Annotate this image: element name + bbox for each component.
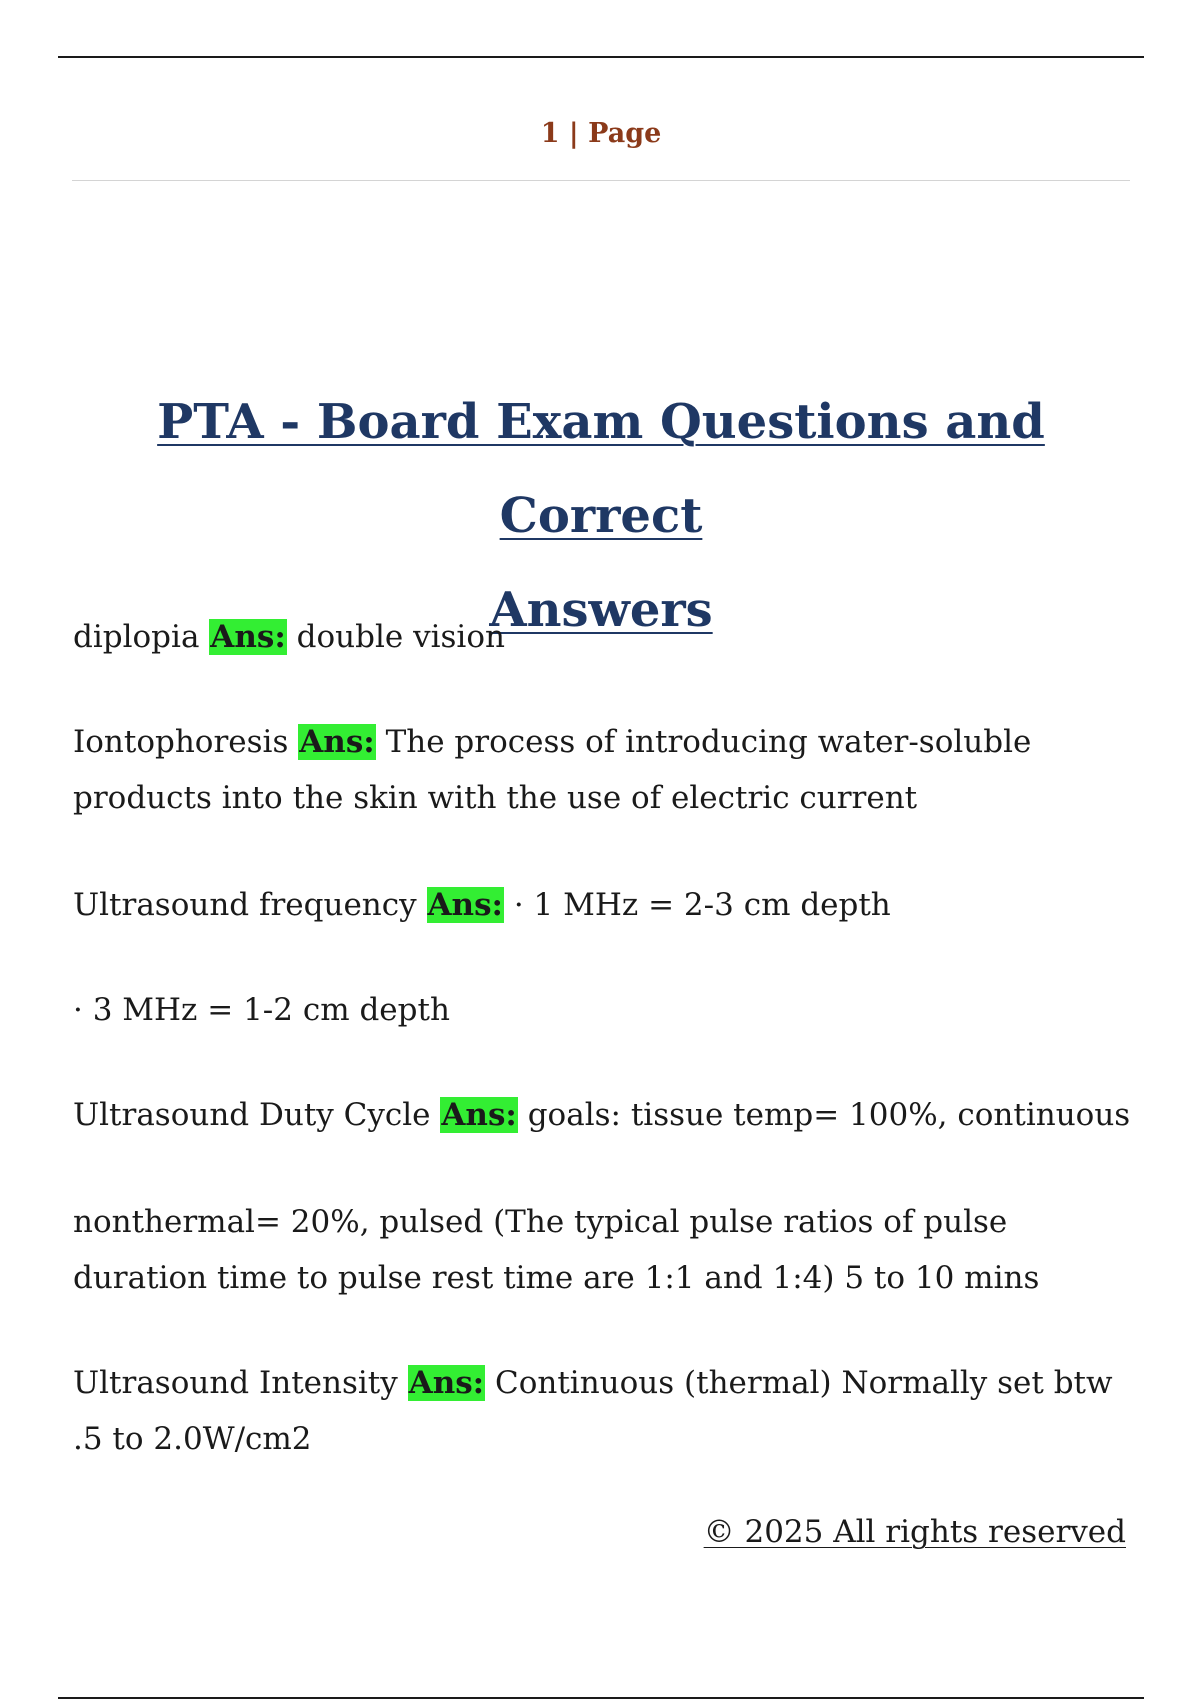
- entry-answer: The process of introducing water-soluble products into the skin with the use of electric current: [73, 724, 1032, 816]
- header-divider: [72, 180, 1130, 181]
- entry-answer: · 1 MHz = 2-3 cm depth: [504, 887, 891, 923]
- qa-entry-diplopia: [73, 609, 1138, 665]
- title-line-2: Answers: [489, 582, 713, 638]
- entry-answer: goals: tissue temp= 100%, continuous: [517, 1097, 1131, 1133]
- entry-answer: Continuous (thermal) Normally set btw .5 to 2.0W/cm2: [73, 1365, 1113, 1457]
- page-number-header: 1 | Page: [540, 118, 662, 149]
- copyright-footer: © 2025 All rights reserved: [703, 1514, 1126, 1550]
- qa-entry-ultrasound-frequency: [73, 877, 1138, 933]
- entry-term: Iontophoresis: [73, 724, 299, 760]
- ans-marker: Ans:: [299, 724, 375, 760]
- title-line-1: PTA - Board Exam Questions and Correct: [157, 394, 1045, 544]
- ans-marker: Ans:: [427, 887, 503, 923]
- entry-answer: double vision: [286, 619, 505, 655]
- ans-marker: Ans:: [210, 619, 286, 655]
- top-rule: [58, 56, 1144, 58]
- entry-term: Ultrasound frequency: [73, 887, 427, 923]
- ans-marker: Ans:: [441, 1097, 517, 1133]
- entry-term: Ultrasound Intensity: [73, 1365, 408, 1401]
- entry-term: diplopia: [73, 619, 210, 655]
- entry-term: Ultrasound Duty Cycle: [73, 1097, 441, 1133]
- qa-continuation-duty-cycle: nonthermal= 20%, pulsed (The typical pulse ratios of pulse duration time to pulse rest time are 1:1 and 1:4) 5 to 10 mins: [73, 1204, 1040, 1296]
- qa-entry-ultrasound-duty-cycle: [73, 1087, 1138, 1143]
- qa-continuation-frequency: · 3 MHz = 1-2 cm depth: [73, 992, 450, 1028]
- qa-entry-iontophoresis: [73, 714, 1138, 826]
- bottom-rule: [58, 1697, 1144, 1699]
- qa-entry-ultrasound-intensity: [73, 1355, 1138, 1467]
- ans-marker: Ans:: [408, 1365, 485, 1401]
